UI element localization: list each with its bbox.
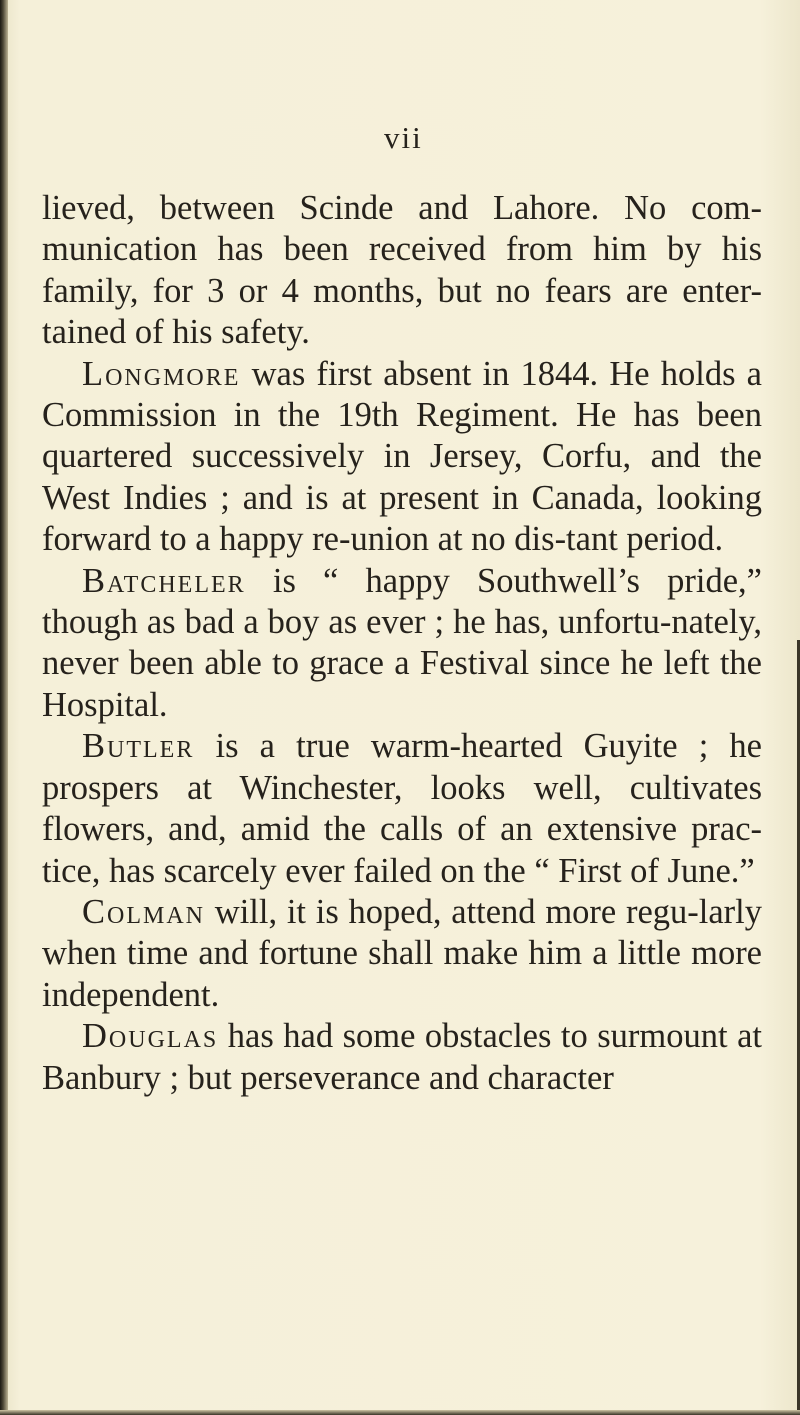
paragraph-continuation	[42, 188, 762, 354]
paragraph-colman	[42, 892, 762, 1016]
body-text	[42, 188, 762, 1099]
paragraph-text: will, it is hoped, attend more regu-larly when time and fortune shall make him a little more independent.	[42, 892, 762, 1014]
page-number: vii	[384, 120, 423, 155]
paragraph-batcheler	[42, 561, 762, 727]
paragraph-longmore	[42, 354, 762, 561]
paragraph-butler	[42, 726, 762, 892]
person-name: Colman	[82, 892, 206, 931]
person-name: Longmore	[82, 354, 241, 393]
paragraph-text: is “ happy Southwell’s pride,” though as bad a boy as ever ; he has, unfortu-nately, never been able to grace a Festival since he left the Hospital.	[42, 561, 762, 724]
paragraph-text: has had some obstacles to surmount at Banbury ; but perseverance and character	[42, 1017, 762, 1097]
paragraph-text: was first absent in 1844. He holds a Commission in the 19th Regiment. He has been quartered successively in Jersey, Corfu, and the West Indies ; and is at present in Canada, looking forward to a happy re-union at no dis-tant period.	[42, 354, 762, 559]
paragraph-text: lieved, between Scinde and Lahore. No com-munication has been received from him by his family, for 3 or 4 months, but no fears are enter-tained of his safety.	[42, 189, 762, 352]
person-name: Batcheler	[82, 561, 246, 600]
paragraph-douglas	[42, 1016, 762, 1099]
page-edge-bottom	[0, 1410, 800, 1415]
binding-shadow	[0, 0, 8, 1415]
paragraph-text: is a true warm-hearted Guyite ; he prospers at Winchester, looks well, cultivates flowers, and, amid the calls of an extensive prac-tice, has scarcely ever failed on the “ First of June.”	[42, 727, 762, 890]
person-name: Douglas	[82, 1017, 219, 1056]
person-name: Butler	[82, 727, 195, 766]
